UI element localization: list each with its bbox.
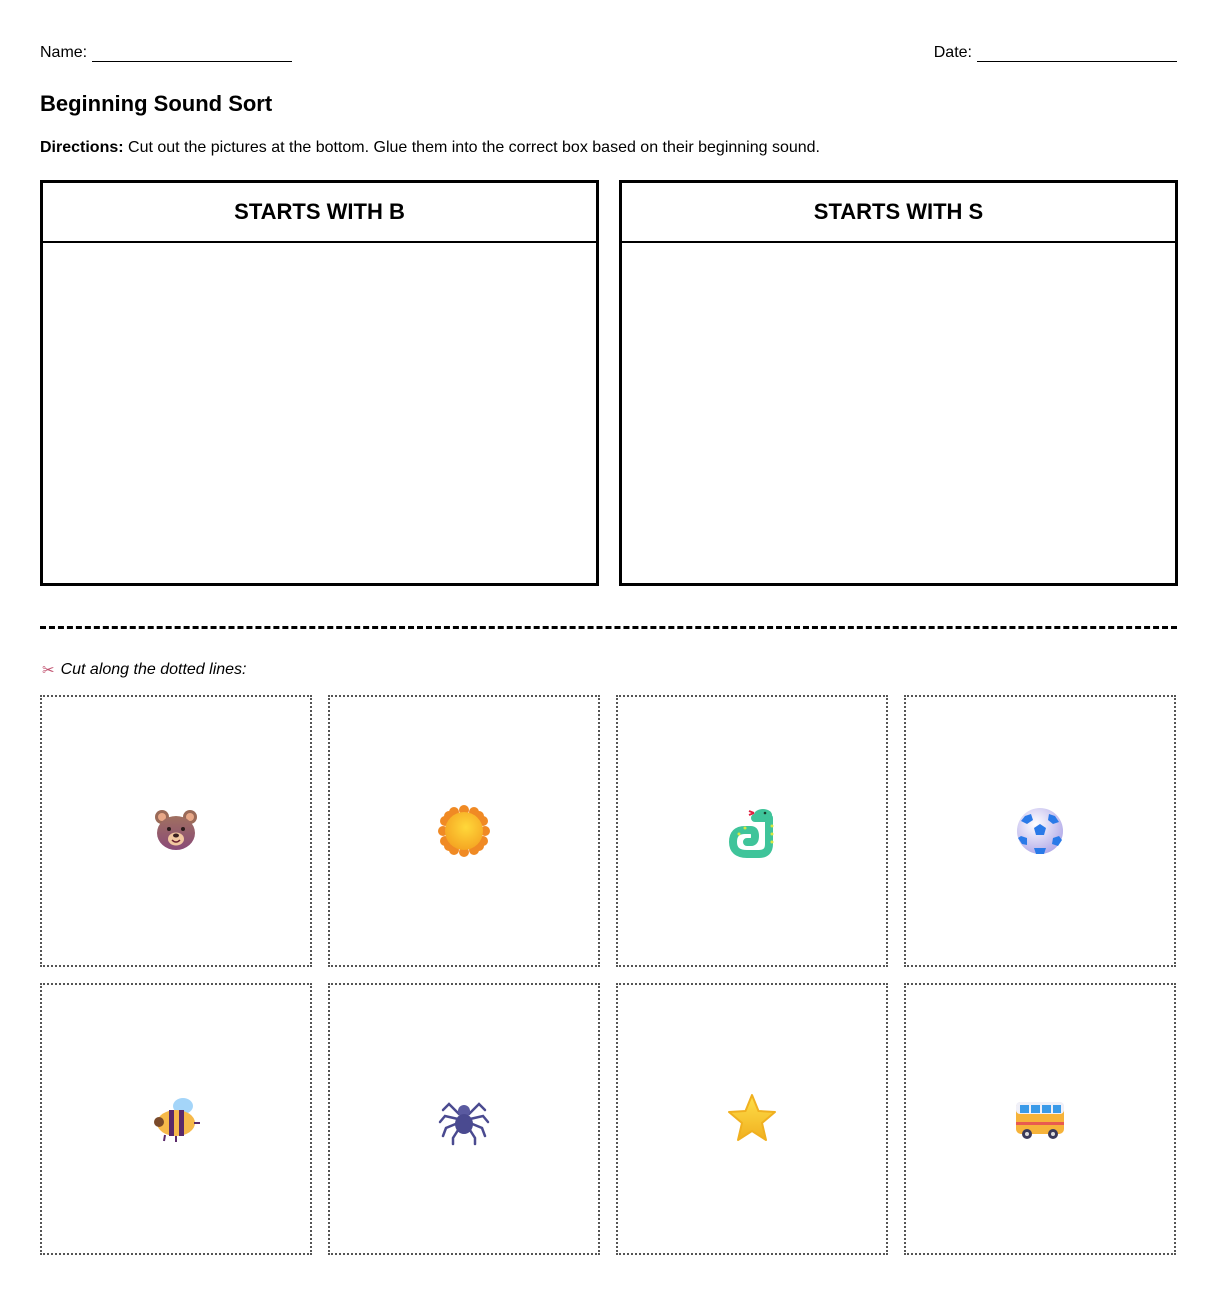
picture-card-star[interactable] <box>616 983 888 1255</box>
name-blank-line[interactable] <box>92 46 292 62</box>
sun-icon <box>437 804 491 858</box>
directions <box>40 139 820 157</box>
date-label: Date: <box>933 44 972 61</box>
sort-box-b <box>40 180 599 586</box>
bear-icon <box>149 804 203 858</box>
dashed-cut-divider <box>40 626 1177 629</box>
picture-card-spider[interactable] <box>328 983 600 1255</box>
directions-text: Cut out the pictures at the bottom. Glue them into the correct box based on their beginning sound. <box>123 139 820 156</box>
bee-icon <box>149 1092 203 1146</box>
directions-label: Directions: <box>40 139 124 156</box>
cut-instructions-text: Cut along the dotted lines: <box>60 661 247 678</box>
glue-area-b[interactable] <box>43 243 596 583</box>
bus-icon <box>1013 1092 1067 1146</box>
picture-cards-grid <box>40 695 1177 1255</box>
spider-icon <box>437 1092 491 1146</box>
picture-card-snake[interactable] <box>616 695 888 967</box>
glue-area-s[interactable] <box>622 243 1175 583</box>
name-label: Name: <box>40 44 88 61</box>
date-blank-line[interactable] <box>977 46 1177 62</box>
sort-box-heading: STARTS WITH B <box>43 183 596 243</box>
name-field[interactable] <box>40 38 292 62</box>
soccer-ball-icon <box>1013 804 1067 858</box>
sort-box-heading: STARTS WITH S <box>622 183 1175 243</box>
star-icon <box>725 1092 779 1146</box>
sort-box-s <box>619 180 1178 586</box>
header-row <box>40 38 1177 62</box>
picture-card-soccer-ball[interactable] <box>904 695 1176 967</box>
snake-icon <box>725 804 779 858</box>
picture-card-bus[interactable] <box>904 983 1176 1255</box>
page-title: Beginning Sound Sort <box>40 91 273 116</box>
scissors-icon: ✂ <box>42 662 55 679</box>
picture-card-bee[interactable] <box>40 983 312 1255</box>
cut-instructions <box>42 661 246 679</box>
picture-card-bear[interactable] <box>40 695 312 967</box>
date-field[interactable] <box>934 38 1177 62</box>
picture-card-sun[interactable] <box>328 695 600 967</box>
